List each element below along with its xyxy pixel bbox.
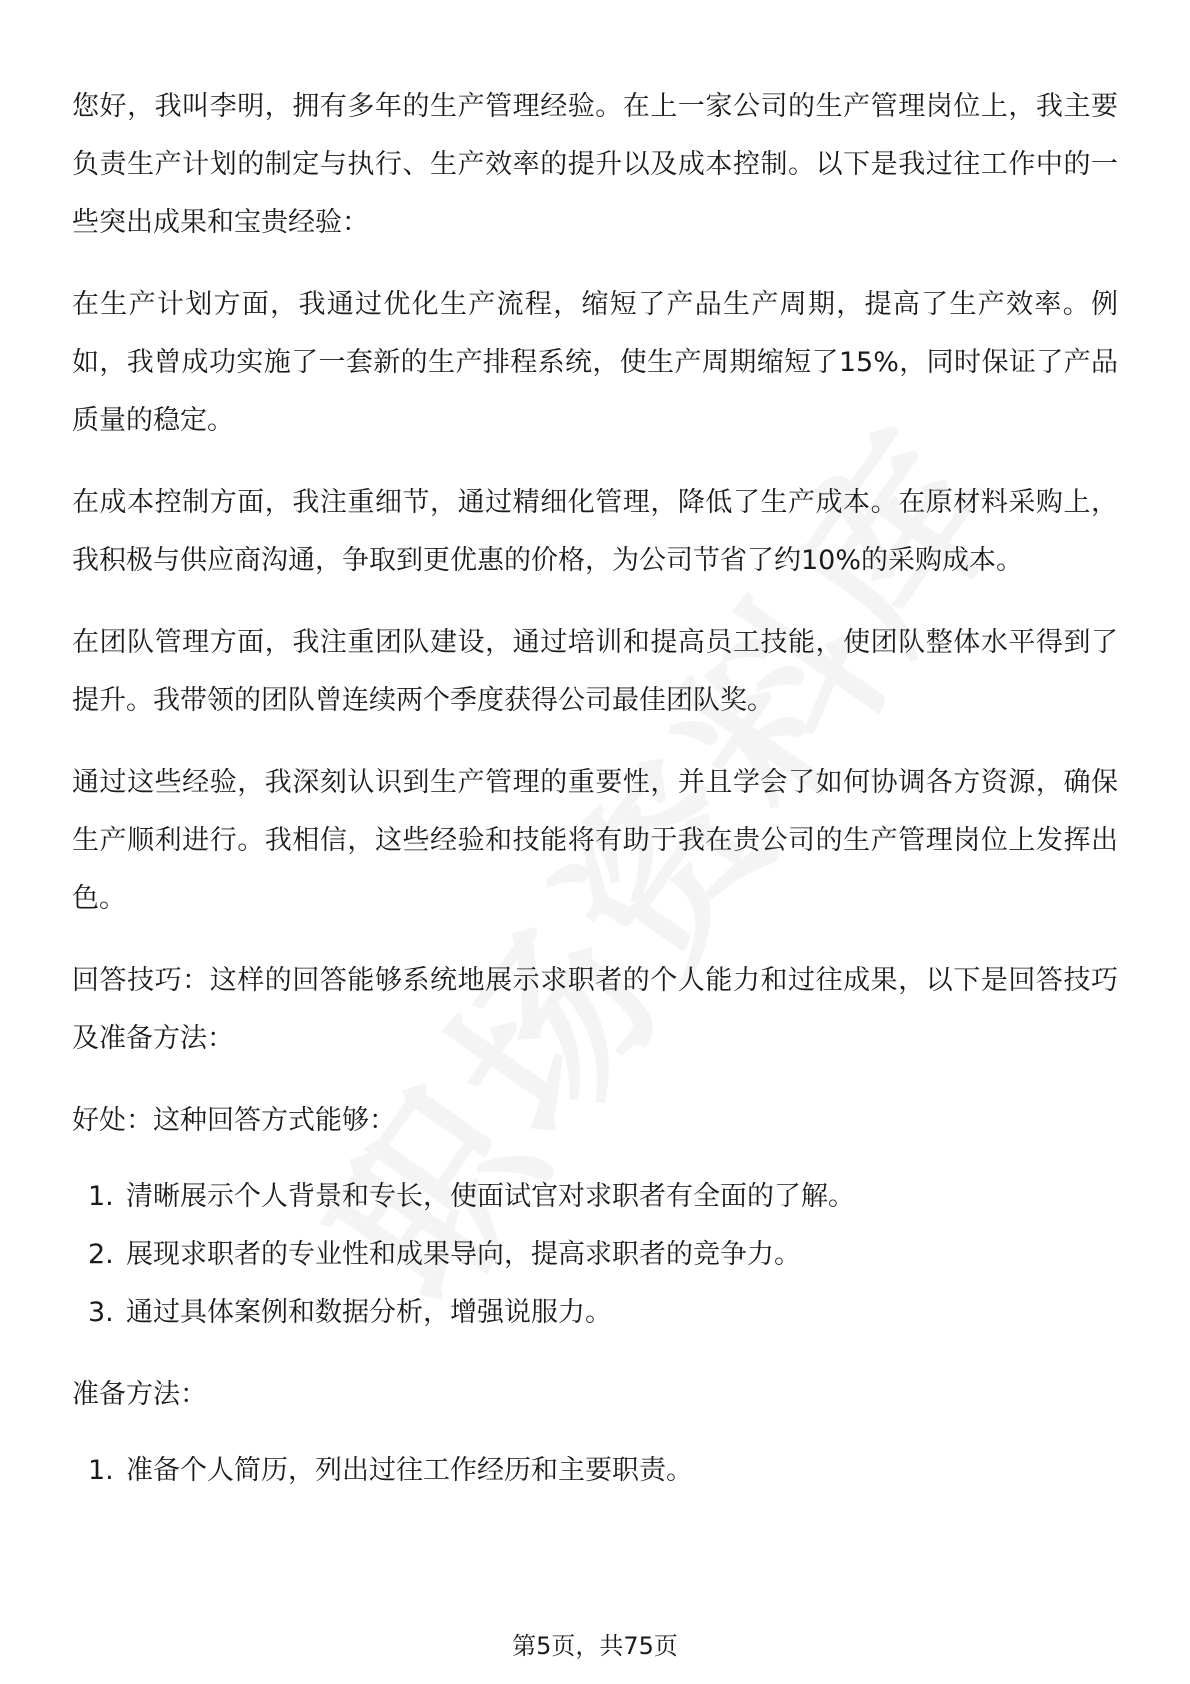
page-number-footer: 第5页，共75页 bbox=[512, 1632, 678, 1660]
list-item-text: 清晰展示个人背景和专长，使面试官对求职者有全面的了解。 bbox=[126, 1181, 855, 1212]
paragraph-conclusion: 通过这些经验，我深刻认识到生产管理的重要性，并且学会了如何协调各方资源，确保生产顺利进行。我相信，这些经验和技能将有助于我在贵公司的生产管理岗位上发挥出色。 bbox=[72, 767, 1118, 914]
benefits-list bbox=[72, 1168, 1118, 1342]
preparation-label: 准备方法： bbox=[72, 1379, 207, 1410]
list-item-number: 1. bbox=[88, 1181, 114, 1212]
paragraph-production-planning: 在生产计划方面，我通过优化生产流程，缩短了产品生产周期，提高了生产效率。例如，我曾成功实施了一套新的生产排程系统，使生产周期缩短了15%，同时保证了产品质量的稳定。 bbox=[72, 289, 1118, 436]
list-item bbox=[72, 1284, 1118, 1342]
list-item-number: 2. bbox=[88, 1239, 114, 1270]
list-item-text: 展现求职者的专业性和成果导向，提高求职者的竞争力。 bbox=[126, 1239, 801, 1270]
paragraph-answer-tips: 回答技巧：这样的回答能够系统地展示求职者的个人能力和过往成果，以下是回答技巧及准备方法： bbox=[72, 965, 1118, 1054]
list-item bbox=[72, 1226, 1118, 1284]
list-item bbox=[72, 1168, 1118, 1226]
paragraph-intro: 您好，我叫李明，拥有多年的生产管理经验。在上一家公司的生产管理岗位上，我主要负责生产计划的制定与执行、生产效率的提升以及成本控制。以下是我过往工作中的一些突出成果和宝贵经验： bbox=[72, 91, 1118, 238]
benefits-label: 好处：这种回答方式能够： bbox=[72, 1105, 396, 1136]
list-item-text: 准备个人简历，列出过往工作经历和主要职责。 bbox=[126, 1455, 693, 1486]
list-item-text: 通过具体案例和数据分析，增强说服力。 bbox=[126, 1297, 612, 1328]
list-item bbox=[72, 1442, 1118, 1500]
paragraph-team-management: 在团队管理方面，我注重团队建设，通过培训和提高员工技能，使团队整体水平得到了提升。我带领的团队曾连续两个季度获得公司最佳团队奖。 bbox=[72, 627, 1118, 716]
list-item-number: 1. bbox=[88, 1455, 114, 1486]
preparation-list bbox=[72, 1442, 1118, 1500]
paragraph-cost-control: 在成本控制方面，我注重细节，通过精细化管理，降低了生产成本。在原材料采购上，我积极与供应商沟通，争取到更优惠的价格，为公司节省了约10%的采购成本。 bbox=[72, 487, 1118, 576]
list-item-number: 3. bbox=[88, 1297, 114, 1328]
document-body bbox=[72, 78, 1118, 1524]
